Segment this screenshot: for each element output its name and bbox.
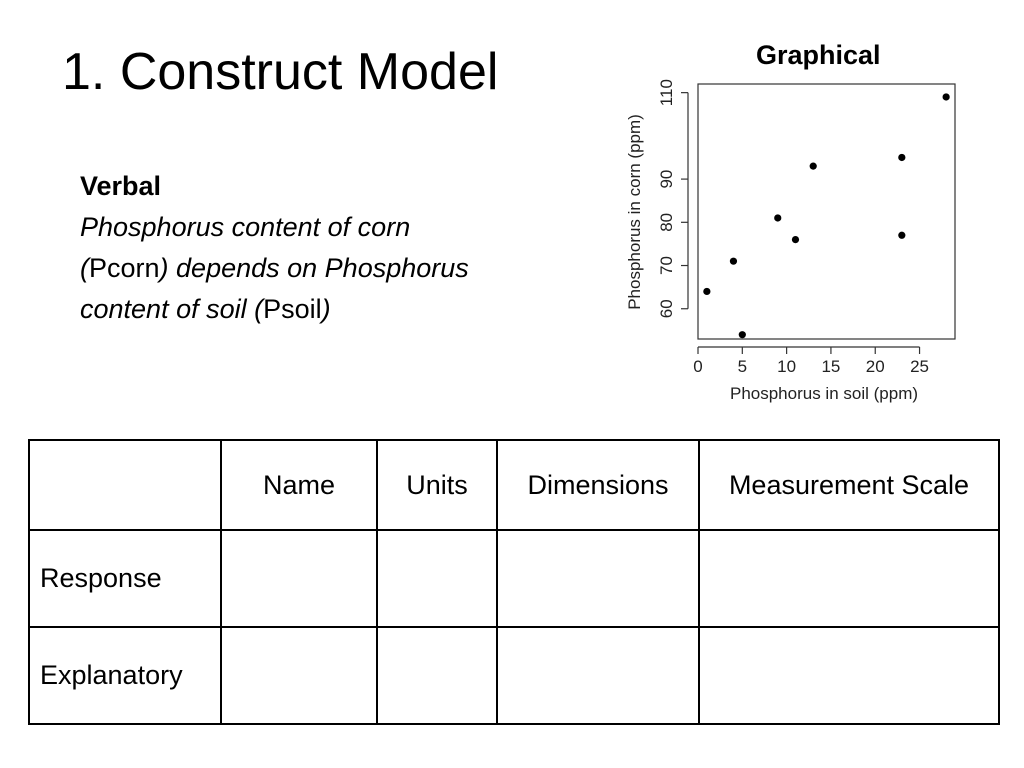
cell-response-units[interactable] (377, 530, 497, 627)
data-point (898, 232, 905, 239)
header-measurement-scale: Measurement Scale (699, 440, 999, 530)
data-point (730, 258, 737, 265)
plot-frame (698, 84, 955, 339)
x-tick-label: 15 (821, 357, 841, 376)
verbal-open-paren: ( (80, 253, 89, 283)
cell-explanatory-scale[interactable] (699, 627, 999, 724)
x-axis (693, 347, 929, 376)
cell-explanatory-dimensions[interactable] (497, 627, 699, 724)
header-dimensions: Dimensions (497, 440, 699, 530)
scatter-plot (610, 66, 960, 411)
header-name: Name (221, 440, 377, 530)
cell-explanatory-name[interactable] (221, 627, 377, 724)
data-point (792, 236, 799, 243)
cell-response-name[interactable] (221, 530, 377, 627)
cell-response-scale[interactable] (699, 530, 999, 627)
verbal-model (80, 166, 550, 330)
data-point (898, 154, 905, 161)
data-point (739, 331, 746, 338)
table-row-explanatory (29, 627, 999, 724)
verbal-var-psoil: Psoil (263, 294, 322, 324)
y-tick-label: 60 (657, 299, 676, 319)
header-units: Units (377, 440, 497, 530)
y-axis (657, 79, 688, 318)
x-tick-label: 25 (910, 357, 930, 376)
table-row-response (29, 530, 999, 627)
x-tick-label: 10 (777, 357, 797, 376)
header-cell-blank (29, 440, 221, 530)
row-label-explanatory: Explanatory (29, 627, 221, 724)
data-point (943, 93, 950, 100)
y-tick-label: 80 (657, 212, 676, 232)
x-tick-label: 0 (693, 357, 703, 376)
graphical-heading: Graphical (756, 40, 881, 70)
verbal-var-pcorn: Pcorn (89, 253, 160, 283)
verbal-text (80, 212, 469, 324)
data-point (774, 214, 781, 221)
x-tick-label: 20 (865, 357, 885, 376)
verbal-part-2: ) depends on Phosphorus content of soil ( (80, 253, 469, 324)
verbal-part-1: Phosphorus content of corn (80, 212, 411, 242)
y-tick-label: 70 (657, 256, 676, 275)
y-tick-label: 90 (657, 169, 676, 189)
verbal-close-paren: ) (321, 294, 331, 324)
y-tick-label: 110 (657, 79, 676, 107)
x-axis-label: Phosphorus in soil (ppm) (729, 384, 919, 403)
cell-explanatory-units[interactable] (377, 627, 497, 724)
data-point (703, 288, 710, 295)
data-points (703, 93, 949, 338)
data-point (810, 163, 817, 170)
verbal-heading: Verbal (80, 171, 162, 201)
slide-title: 1. Construct Model (62, 43, 499, 101)
y-axis-label: Phosphorus in corn (ppm) (625, 114, 644, 310)
row-label-response: Response (29, 530, 221, 627)
x-tick-label: 5 (737, 357, 748, 376)
table-header-row (29, 440, 999, 530)
model-table (28, 439, 1000, 725)
cell-response-dimensions[interactable] (497, 530, 699, 627)
